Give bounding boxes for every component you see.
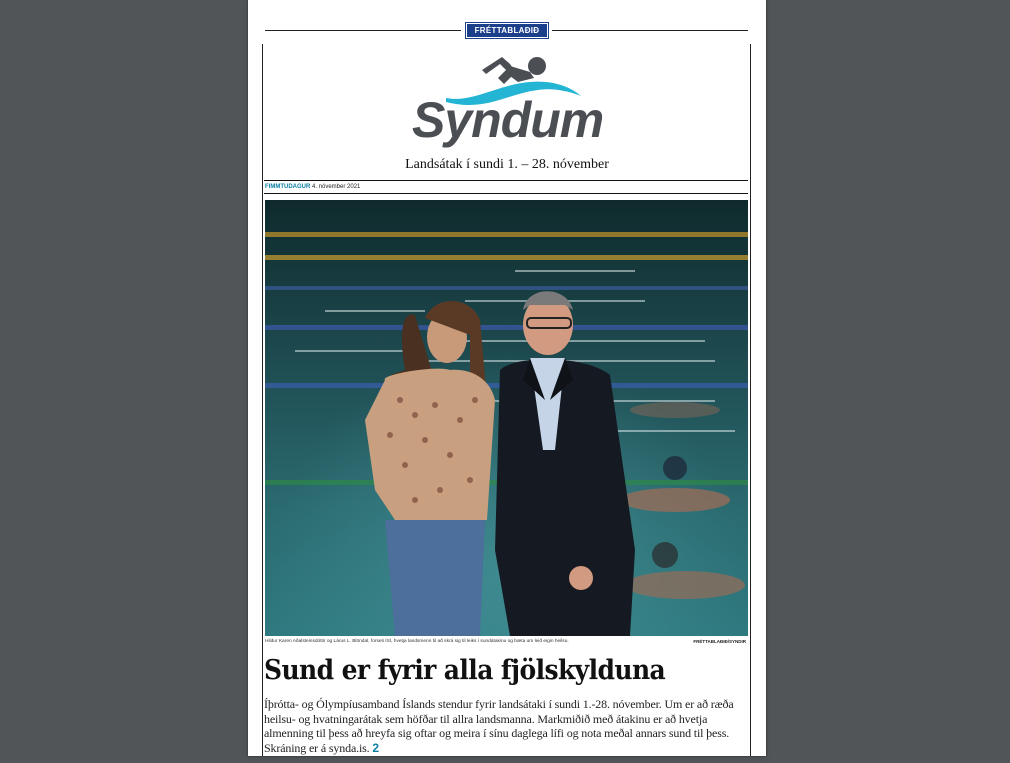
cover-photo [265,200,748,636]
article-lead [264,697,748,755]
page-border-left [262,44,263,756]
rule-bottom [264,193,748,194]
rule-top [264,180,748,181]
headline: Sund er fyrir alla fjölskylduna [264,654,666,686]
logo-wordmark: Syndum [412,92,604,148]
newspaper-page [248,0,766,756]
dateline-day: FIMMTUDAGUR [265,184,311,190]
photo-credit: FRÉTTABLAÐIÐ/SYNDIR [693,639,746,644]
dateline [265,184,360,190]
masthead-rule-right [552,30,748,31]
article-lead-text: Íþrótta- og Ólympíusamband Íslands stendur fyrir landsátaki í sundi 1.-28. nóvember. Um er að ræða heilsu- og hvatningarátak sem höfðar til allra landsmanna. Markmiðið með átakinu er að hvetja almenning til þess að hreyfa sig oftar og meira í sínu daglega lífi og nota meðal annars sund til þess. Skráning er á synda.is. [264,697,734,755]
masthead-rule-left [265,30,461,31]
masthead: FRÉTTABLAÐIÐ [466,23,548,38]
dateline-date: 4. nóvember 2021 [312,184,361,190]
page-reference-link[interactable]: 2 [372,740,379,755]
page-border-right [750,44,751,756]
photo-caption: Hildur Karen Aðalsteinsdóttir og Lárus L. Blöndal, forseti ÍSÍ, hvetja landsmenn til að skrá sig til leiks í sundátakinu og bæta um leið eigin heilsu. [265,639,569,644]
tagline: Landsátak í sundi 1. – 28. nóvember [405,157,609,172]
pool-photo-illustration [265,200,748,636]
